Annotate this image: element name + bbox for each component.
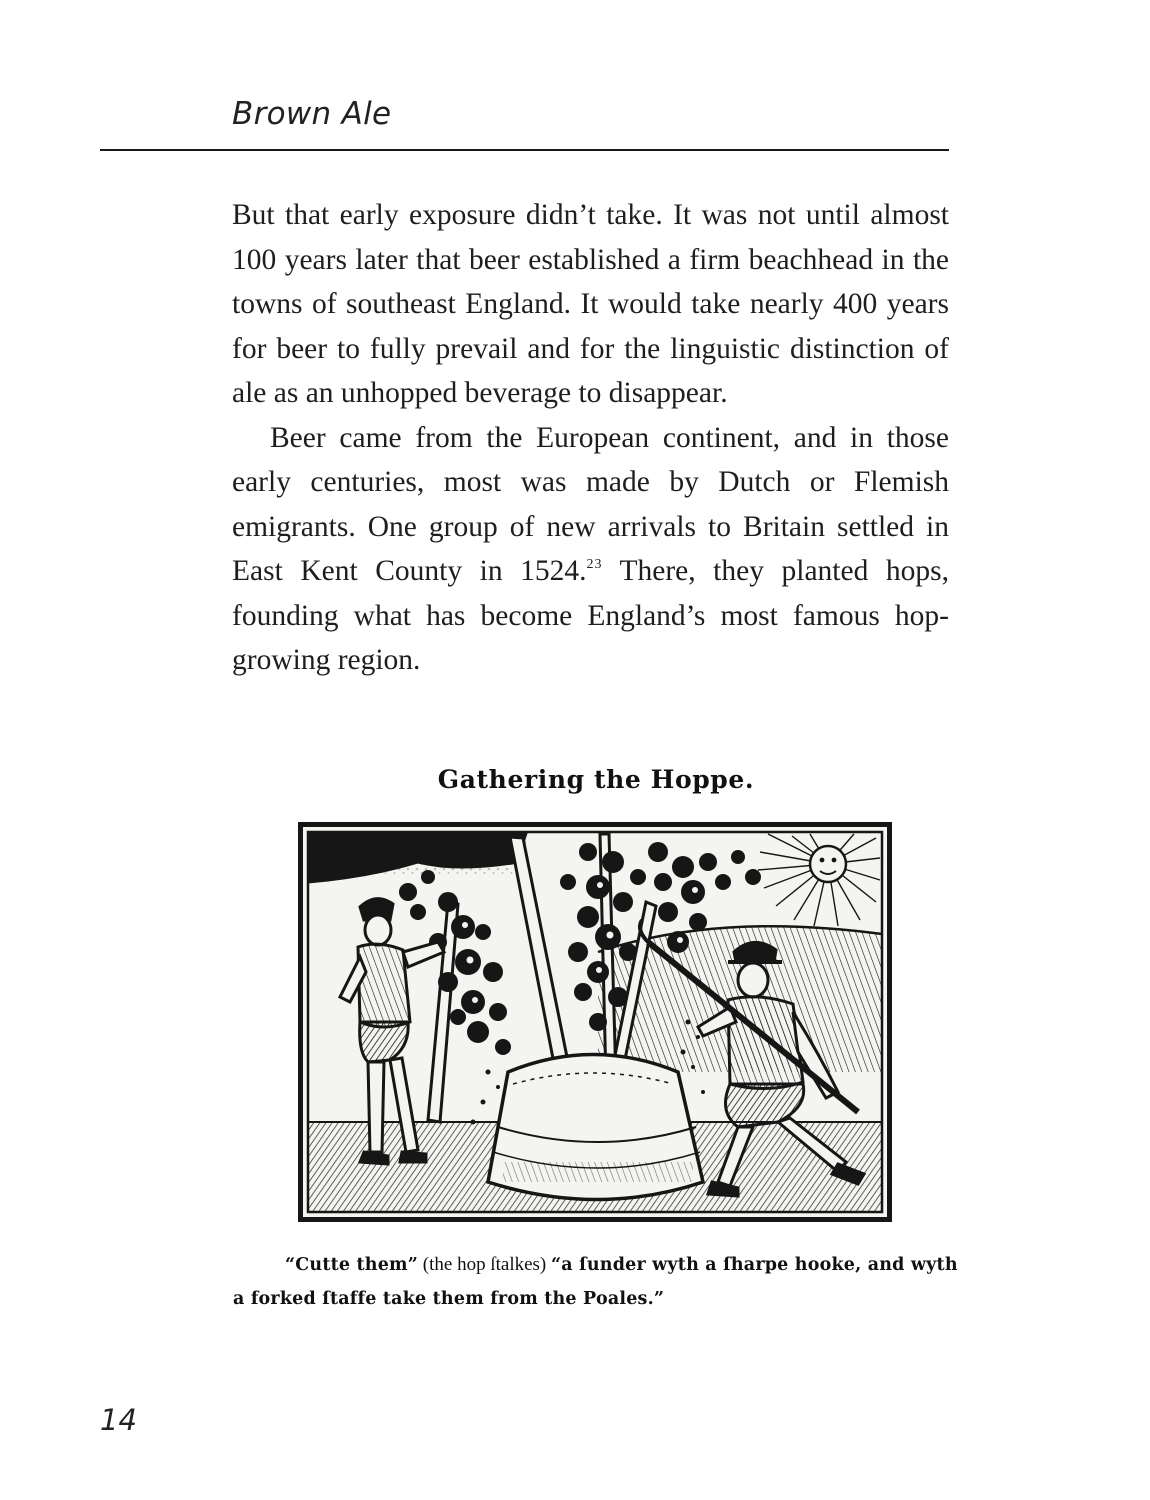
paragraph-2 — [232, 416, 949, 683]
paragraph-2-text-b: There, they planted hops, founding what has become England’s most famous hop-growing region. — [232, 555, 949, 676]
figure-title: Gathering the Hoppe. — [437, 765, 755, 794]
hop-mound — [488, 1055, 703, 1200]
running-head: Brown Ale — [232, 96, 392, 132]
caption-line-1: “Cutte them” (the hop ſtalkes) “a ſunder wyth a ſharpe hooke, and wyth — [285, 1254, 958, 1275]
figure-caption — [233, 1248, 963, 1316]
page-number: 14 — [100, 1403, 137, 1437]
body-text — [232, 193, 949, 683]
woodcut-illustration — [298, 822, 892, 1222]
header-rule — [100, 149, 949, 151]
paragraph-2-text-a: Beer came from the European continent, and in those early centuries, most was made by Dutch or Flemish emigrants. One group of new arrivals to Britain settled in East Kent County in 1524. — [232, 421, 949, 587]
footnote-reference[interactable]: 23 — [586, 557, 603, 572]
paragraph-1: But that early exposure didn’t take. It was not until almost 100 years later that beer established a firm beachhead in the towns of southeast England. It would take nearly 400 years for beer to fully prevail and for the linguistic distinction of ale as an unhopped beverage to disappear. — [232, 199, 949, 409]
caption-line-2: a forked ſtaffe take them from the Poales.” — [233, 1289, 665, 1309]
